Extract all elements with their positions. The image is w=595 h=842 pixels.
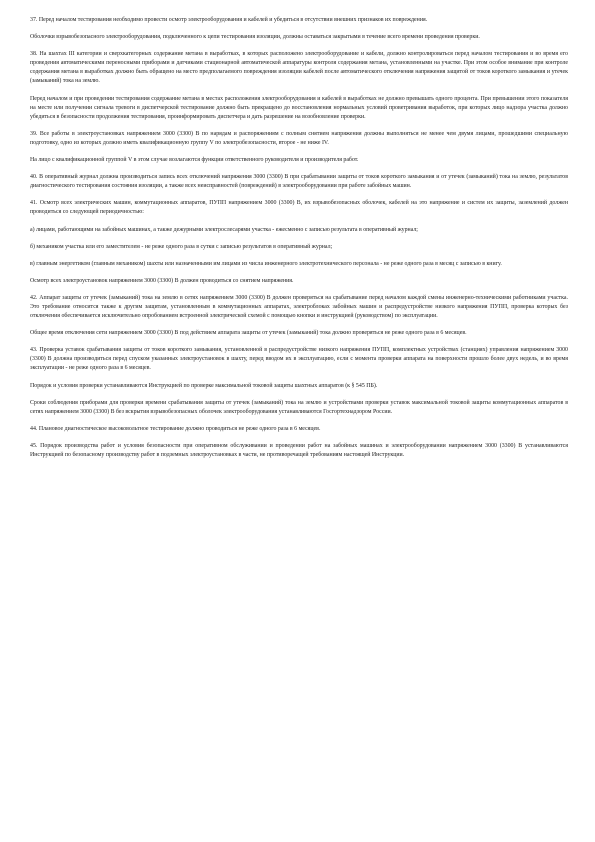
paragraph-43-procedure: Порядок и условия проверки устанавливаются Инструкцией по проверке максимальной токовой защиты шахтных аппаратов (к § 545 ПБ). bbox=[30, 382, 378, 389]
paragraph-45: 45. Порядок производства работ и условия безопасности при оперативном обслуживании и проведении работ на забойных машинах и электрооборудовании напряжением 3000 (3300) В устанавливаются Инструкцией по безопасному производству работ в подземных электроустановках в части, не противоречащей требованиям настоящей Инструкции. bbox=[30, 442, 568, 458]
paragraph-37: 37. Перед началом тестирования необходимо провести осмотр электрооборудования и кабелей и убедиться в отсутствии внешних признаков их повреждения. bbox=[30, 17, 428, 23]
paragraph-43-deadlines: Сроки соблюдения приборами для проверки времени срабатывания защиты от утечек (замыканий) тока на землю и устройствами проверки уставок максимальной токовой защиты коммутационных аппаратов в сетях напряжением 3000 (3300) В без вскрытия взрывобезопасных оболочек электрооборудования устанавливаются Госгортехнадзором России. bbox=[30, 399, 568, 415]
paragraph-41-inspection: Осмотр всех электроустановок напряжением 3000 (3300) В должен проводиться со снятием напряжения. bbox=[30, 277, 294, 284]
paragraph-41: 41. Осмотр всех электрических машин, коммутационных аппаратов, ПУПП напряжением 3000 (3300) В, их взрывобезопасных оболочек, кабелей на это напряжение и систем их защиты, заземлений должен проводиться со следующей периодичностью: bbox=[30, 200, 568, 216]
paragraph-41-b: б) механиком участка или его заместителем - не реже одного раза в сутки с записью результатов в оперативный журнал; bbox=[30, 243, 333, 250]
paragraph-39-group-v: На лицо с квалификационной группой V в этом случае возлагаются функции ответственного руководителя и производителя работ. bbox=[30, 157, 359, 164]
paragraph-38-methane-limit: Перед началом и при проведении тестирования содержание метана в местах расположения электрооборудования и кабелей в выработках не должно превышать одного процента. При превышении этого показателя на месте или получении сигнала тревоги в диспетчерской тестирование должно быть прекращено до восстановления нормальных условий проветривания выработок, при которых лицо надзора участка должно убедиться в безопасности продолжения тестирования, проинформировать диспетчера и дать разрешение на возобновление проверки. bbox=[30, 95, 568, 120]
document-body bbox=[30, 16, 568, 468]
paragraph-40: 40. В оперативный журнал должна производиться запись всех отключений напряжения 3000 (3300) В при срабатывании защиты от токов короткого замыкания и от утечек (замыканий) тока на землю, результатов диагностического тестирования состояния изоляции, а также всех неисправностей (повреждений) в электрооборудовании при работе забойных машин. bbox=[30, 174, 568, 190]
paragraph-41-c: в) главным энергетиком (главным механиком) шахты или назначенными им лицами из числа инженерного электротехнического персонала - не реже одного раза в месяц с записью в книгу. bbox=[30, 260, 502, 267]
paragraph-41-a: а) лицами, работающими на забойных машинах, а также дежурными электрослесарями участка - ежесменно с записью результата в оперативный журнал; bbox=[30, 226, 418, 233]
paragraph-43: 43. Проверка уставок срабатывания защиты от токов короткого замыкания, установленной в распредустройстве низкого напряжения ПУПП, комплектных устройствах (станциях) управления напряжением 3000 (3300) В должна производиться перед спуском указанных электроустановок в шахту, перед вводом их в эксплуатацию, если с момента проверки аппарата на поверхности прошло более двух недель, и во время эксплуатации - не реже одного раза в 6 месяцев. bbox=[30, 347, 568, 372]
paragraph-38: 38. На шахтах III категории и сверхкатегорных содержание метана в выработках, в которых расположено электрооборудование и кабели, должно контролироваться перед началом тестирования и во время его проведения автоматическими переносными приборами и датчиками стационарной автоматической аппаратуры контроля содержания метана, установленными на участке. При этом особое внимание при контроле содержания метана в выработках должно быть обращено на место предполагаемого повреждения изоляции кабелей после автоматического отключения напряжения защитой от токов короткого замыкания и утечек (замыканий) тока на землю. bbox=[30, 51, 568, 85]
paragraph-42-disconnect-time: Общее время отключения сети напряжением 3000 (3300) В под действием аппарата защиты от утечек (замыканий) тока должно проверяться не реже одного раза в 6 месяцев. bbox=[30, 330, 467, 337]
paragraph-37-enclosures: Оболочки взрывобезопасного электрооборудования, подключенного к цепи тестирования изоляции, должны оставаться закрытыми в течение всего времени проведения проверки. bbox=[30, 34, 480, 41]
paragraph-42: 42. Аппарат защиты от утечек (замыканий) тока на землю в сетях напряжением 3000 (3300) В должен проверяться на срабатывание перед началом каждой смены инженерно-техническими работниками участка. Это требование относится также к другим защитам, установленным в коммутационных аппаратах, электроблоках забойных машин и распредустройстве низкого напряжения ПУПП, проверка которых без отключения обеспечивается исключительно опробованием встроенной электрической схемой с помощью кнопки и инструкцией (руководством) по эксплуатации. bbox=[30, 294, 568, 320]
paragraph-44: 44. Плановое диагностическое высоковольтное тестирование должно проводиться не реже одного раза в 6 месяцев. bbox=[30, 425, 321, 432]
paragraph-39: 39. Все работы в электроустановках напряжением 3000 (3300) В по нарядам и распоряжениям с полным снятием напряжения должны выполняться не менее чем двумя лицами, прошедшими специальную подготовку, одно из которых должно иметь квалификационную группу V по электробезопасности, второе - не ниже IV. bbox=[30, 130, 568, 146]
